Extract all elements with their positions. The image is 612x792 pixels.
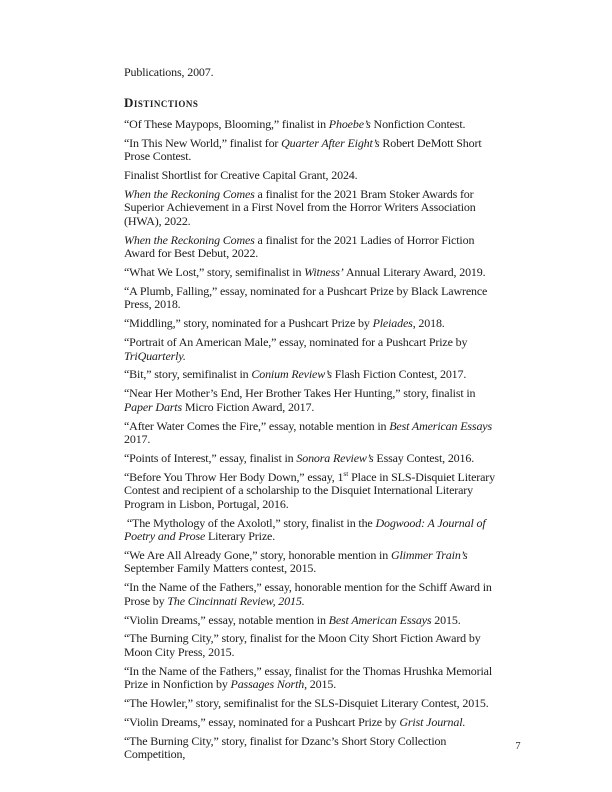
- text-segment: Robert DeMott Short Prose Contest.: [124, 135, 482, 164]
- paragraph: [124, 420, 496, 447]
- italic-text-segment: Best American Essays: [328, 612, 432, 627]
- paragraph-list: [124, 118, 496, 762]
- text-segment: Finalist Shortlist for Creative Capital Grant, 2024.: [124, 168, 358, 183]
- paragraph: [124, 336, 496, 363]
- text-segment: “Near Her Mother’s End, Her Brother Takes Her Hunting,” story, finalist in: [124, 386, 476, 401]
- paragraph: [124, 234, 496, 261]
- text-segment: “We Are All Already Gone,” story, honorable mention in: [124, 547, 391, 562]
- text-segment: , 2018.: [412, 316, 445, 331]
- text-segment: “The Howler,” story, semifinalist for the SLS-Disquiet Literary Contest, 2015.: [124, 696, 489, 711]
- text-segment: Flash Fiction Contest, 2017.: [331, 367, 467, 382]
- text-segment: “Violin Dreams,” essay, nominated for a Pushcart Prize by: [124, 714, 400, 729]
- page-number: 7: [515, 741, 521, 752]
- paragraph: [124, 317, 496, 330]
- italic-text-segment: Dogwood: A Journal of Poetry and Prose: [124, 515, 486, 543]
- text-segment: Micro Fiction Award, 2017.: [182, 399, 315, 414]
- text-segment: “Of These Maypops, Blooming,” finalist in: [124, 116, 329, 131]
- paragraph: [124, 549, 496, 576]
- text-segment: “Points of Interest,” essay, finalist in: [124, 450, 297, 465]
- text-segment: “In the Name of the Fathers,” essay, finalist for the Thomas Hrushka Memorial Prize in Nonfiction by: [124, 663, 493, 692]
- text-segment: “The Burning City,” story, finalist for Dzanc’s Short Story Collection Competition,: [124, 733, 447, 762]
- paragraph: [124, 697, 496, 710]
- text-segment: “A Plumb, Falling,” essay, nominated for a Pushcart Prize by Black Lawrence Press, 2018.: [124, 283, 488, 312]
- text-segment: 2017.: [124, 432, 151, 447]
- text-segment: 2015.: [431, 612, 461, 627]
- text-segment: Literary Prize.: [205, 528, 276, 543]
- text-segment: “Middling,” story, nominated for a Pushcart Prize by: [124, 316, 373, 331]
- paragraph: [124, 285, 496, 312]
- text-segment: “Portrait of An American Male,” essay, nominated for a Pushcart Prize by: [124, 335, 468, 350]
- text-segment: , 2015.: [304, 677, 337, 692]
- paragraph: [124, 169, 496, 182]
- text-segment: Place in SLS-Disquiet Literary Contest and recipient of a scholarship to the Disquiet International Literary Program in Lisbon, Portugal, 2016.: [124, 469, 495, 511]
- italic-text-segment: Witness’: [304, 264, 344, 279]
- paragraph: [124, 632, 496, 659]
- paragraph: [124, 387, 496, 414]
- text-segment: a finalist for the 2021 Bram Stoker Awards for Superior Achievement in a First Novel from the Horror Writers Association (HWA), 2022.: [124, 186, 476, 228]
- paragraph: [124, 517, 496, 544]
- italic-text-segment: Best American Essays: [389, 418, 492, 433]
- text-segment: Essay Contest, 2016.: [373, 450, 475, 465]
- paragraph: [124, 716, 496, 729]
- text-segment: “The Mythology of the Axolotl,” story, finalist in the: [124, 515, 376, 530]
- text-segment: “In This New World,” finalist for: [124, 135, 282, 150]
- italic-text-segment: Sonora Review’s: [296, 450, 374, 465]
- italic-text-segment: When the Reckoning Comes: [124, 186, 255, 201]
- text-segment: a finalist for the 2021 Ladies of Horror Fiction Award for Best Debut, 2022.: [124, 232, 475, 261]
- section-heading-distinctions: Distinctions: [124, 95, 199, 111]
- italic-text-segment: Phoebe’s: [328, 116, 371, 131]
- italic-text-segment: When the Reckoning Comes: [124, 232, 255, 247]
- italic-text-segment: Conium Review’s: [251, 367, 332, 382]
- text-segment: “After Water Comes the Fire,” essay, notable mention in: [124, 418, 390, 433]
- italic-text-segment: Grist Journal.: [399, 714, 466, 729]
- paragraph: [124, 614, 496, 627]
- text-segment: Annual Literary Award, 2019.: [343, 264, 486, 279]
- italic-text-segment: Glimmer Train’s: [390, 547, 468, 562]
- paragraph: [124, 368, 496, 381]
- superscript-segment: st: [343, 468, 349, 478]
- italic-text-segment: TriQuarterly.: [124, 348, 186, 363]
- italic-text-segment: Passages North: [230, 677, 305, 692]
- text-segment: “In the Name of the Fathers,” essay, honorable mention for the Schiff Award in Prose by: [124, 580, 492, 608]
- paragraph: [124, 665, 496, 692]
- page-content: [124, 66, 496, 767]
- italic-text-segment: The Cincinnati Review, 2015.: [167, 593, 305, 608]
- italic-text-segment: Pleiades: [372, 316, 413, 331]
- paragraph: [124, 188, 496, 228]
- text-segment: “Violin Dreams,” essay, notable mention in: [124, 612, 329, 627]
- paragraph: [124, 266, 496, 279]
- paragraph: [124, 452, 496, 465]
- italic-text-segment: Quarter After Eight’s: [281, 135, 380, 150]
- italic-text-segment: Paper Darts: [124, 399, 183, 414]
- paragraph: [124, 468, 496, 511]
- text-segment: “Before You Throw Her Body Down,” essay, 1: [124, 469, 344, 484]
- paragraph: [124, 137, 496, 164]
- paragraph: [124, 581, 496, 608]
- text-segment: “Bit,” story, semifinalist in: [124, 367, 252, 382]
- text-segment: Nonfiction Contest.: [370, 116, 466, 131]
- text-segment: “The Burning City,” story, finalist for the Moon City Short Fiction Award by Moon City Press, 2015.: [124, 631, 481, 659]
- paragraph: [124, 735, 496, 762]
- paragraph: [124, 118, 496, 131]
- text-segment: September Family Matters contest, 2015.: [124, 561, 317, 576]
- text-segment: “What We Lost,” story, semifinalist in: [124, 264, 305, 279]
- continuation-paragraph: Publications, 2007.: [124, 65, 214, 79]
